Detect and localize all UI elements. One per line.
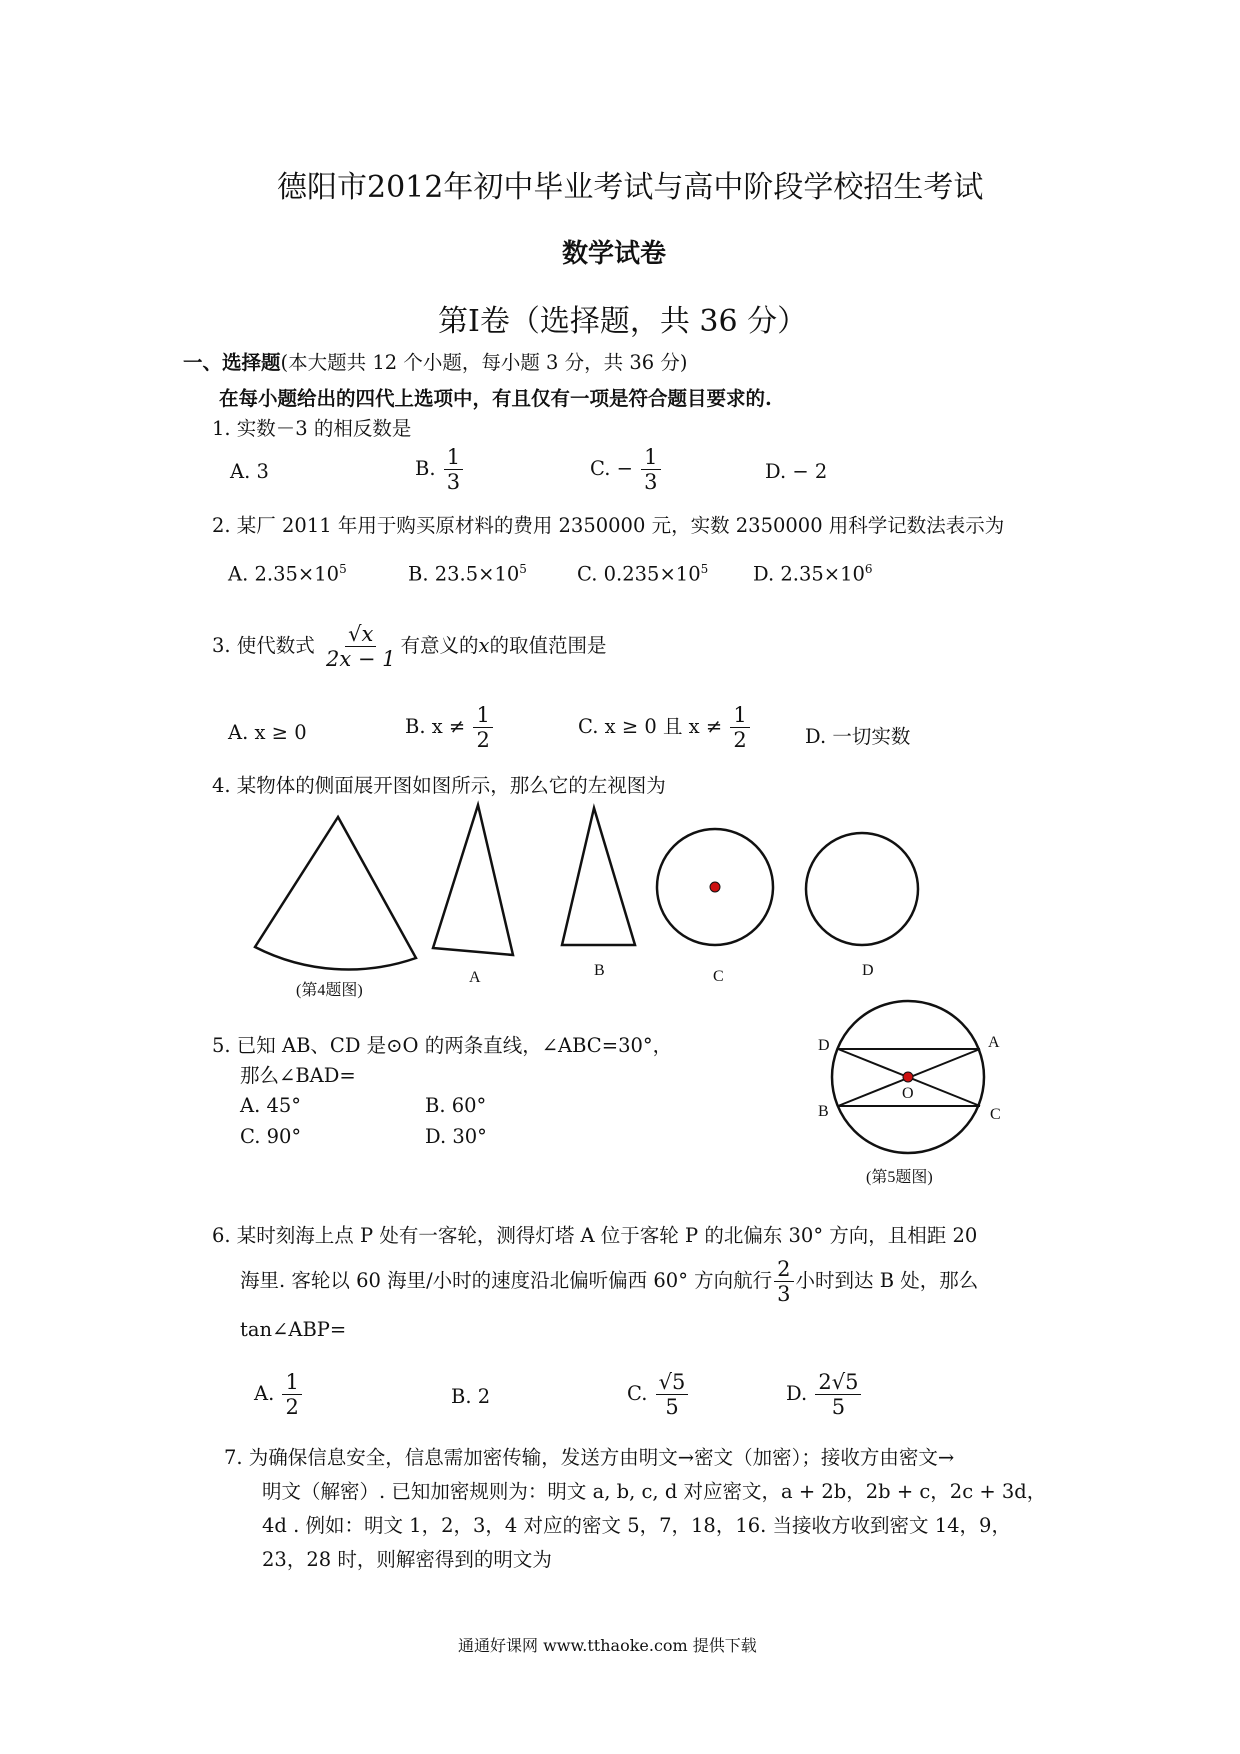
q5-option-d: D. 30° xyxy=(425,1125,487,1148)
exam-subtitle: 数学试卷 xyxy=(562,239,667,269)
q5-stem-line1: 5. 已知 AB、CD 是⊙O 的两条直线，∠ABC=30°， xyxy=(212,1034,673,1057)
q2-option-b: B. $23.5\times 10^5$ xyxy=(408,562,527,586)
section-heading-note: (本大题共 12 个小题，每小题 3 分，共 36 分) xyxy=(280,351,688,374)
q6-line2: 海里. 客轮以 60 海里/小时的速度沿北偏听偏西 60° 方向航行 $\frac{2}{3}$ 小时到达 B 处，那么 xyxy=(240,1257,979,1307)
footer-source: 通通好课网 www.tthaoke.com 提供下载 xyxy=(458,1636,757,1655)
q4-option-a-figure xyxy=(433,805,513,955)
q3-stem: 3. 使代数式 $\frac{√x}{2x - 1}$ 有意义的x的取值范围是 xyxy=(212,622,607,672)
q1-option-b-prefix: B. xyxy=(415,457,436,481)
q4-stem: 4. 某物体的侧面展开图如图所示，那么它的左视图为 xyxy=(212,774,666,797)
q3-option-b-fraction: $\frac{1}{2}$ xyxy=(473,703,492,752)
q5-stem-line2: 那么∠BAD= xyxy=(240,1064,356,1087)
q1-stem: 1. 实数－3 的相反数是 xyxy=(212,417,412,440)
q4-sector-figure xyxy=(255,817,416,969)
q6-option-b: B. 2 xyxy=(451,1385,491,1408)
q1-option-c-prefix: C. − xyxy=(590,457,633,481)
q5-option-b: B. 60° xyxy=(425,1094,487,1117)
q4-label-c: C xyxy=(713,968,724,985)
q5-point-a: A xyxy=(988,1034,1000,1051)
q6-line3: tan∠ABP= xyxy=(240,1318,347,1341)
q4-label-b: B xyxy=(594,962,605,979)
q2-option-d: D. $2.35\times 10^6$ xyxy=(753,562,873,586)
q5-point-b: B xyxy=(818,1103,829,1120)
q3-option-c-fraction: $\frac{1}{2}$ xyxy=(730,703,749,752)
q1-option-d: D. − 2 xyxy=(765,460,828,483)
q4-label-a: A xyxy=(469,969,481,986)
q1-option-b-fraction: $\frac{1}{3}$ xyxy=(444,445,463,494)
q4-figure-caption: (第4题图) xyxy=(296,982,363,999)
q2-stem: 2. 某厂 2011 年用于购买原材料的费用 2350000 元，实数 2350000 用科学记数法表示为 xyxy=(212,514,1005,537)
q7-line3: 4d . 例如：明文 1，2，3，4 对应的密文 5，7，18，16. 当接收方收到密文 14，9， xyxy=(262,1514,1011,1537)
q6-option-a-fraction: $\frac{1}{2}$ xyxy=(282,1370,301,1419)
section-heading-label: 一、选择题 xyxy=(183,351,281,374)
q6-option-c-fraction: $\frac{√5}{5}$ xyxy=(656,1370,689,1419)
q2-option-c: C. $0.235\times 10^5$ xyxy=(577,562,709,586)
q6-line1: 6. 某时刻海上点 P 处有一客轮，测得灯塔 A 位于客轮 P 的北偏东 30° 方向，且相距 20 xyxy=(212,1224,978,1247)
q3-expression: $\frac{√x}{2x - 1}$ xyxy=(326,622,396,672)
q5-option-c: C. 90° xyxy=(240,1125,302,1148)
q6-time-fraction: $\frac{2}{3}$ xyxy=(774,1257,793,1306)
q3-option-a: A. x ≥ 0 xyxy=(228,721,307,744)
q5-point-d: D xyxy=(818,1037,830,1054)
q5-center-dot xyxy=(903,1072,913,1082)
q5-option-a: A. 45° xyxy=(240,1094,302,1117)
q3-option-b: B. x ≠ $\frac{1}{2}$ xyxy=(405,703,495,752)
section-instruction: 在每小题给出的四代上选项中，有且仅有一项是符合题目要求的. xyxy=(219,387,772,410)
q5-figure xyxy=(832,1001,984,1153)
q7-line4: 23，28 时，则解密得到的明文为 xyxy=(262,1548,552,1571)
q6-option-d-fraction: $\frac{2√5}{5}$ xyxy=(815,1370,861,1419)
q5-figure-caption: (第5题图) xyxy=(866,1169,933,1186)
q2-option-a: A. $2.35\times 10^5$ xyxy=(228,562,347,586)
q7-line1: 7. 为确保信息安全，信息需加密传输，发送方由明文→密文（加密）；接收方由密文→ xyxy=(224,1446,955,1469)
q4-label-d: D xyxy=(862,962,874,979)
exam-title: 德阳市2012年初中毕业考试与高中阶段学校招生考试 xyxy=(277,170,984,205)
part-heading: 第Ⅰ卷（选择题，共 36 分） xyxy=(438,304,808,339)
q4-option-c-center-dot xyxy=(710,882,720,892)
q5-point-o: O xyxy=(902,1085,914,1102)
q1-option-c-fraction: $\frac{1}{3}$ xyxy=(641,445,660,494)
q6-option-d: D. $\frac{2√5}{5}$ xyxy=(786,1370,863,1419)
q3-option-c: C. x ≥ 0 且 x ≠ $\frac{1}{2}$ xyxy=(578,703,752,752)
q1-option-a: A. 3 xyxy=(230,460,269,483)
q6-option-a: A. $\frac{1}{2}$ xyxy=(254,1370,304,1419)
q6-option-c: C. $\frac{√5}{5}$ xyxy=(627,1370,690,1419)
q7-line2: 明文（解密）. 已知加密规则为：明文 a, b, c, d 对应密文，a + 2b，2b + c，2c + 3d， xyxy=(262,1480,1047,1503)
q4-option-d-figure xyxy=(806,833,918,945)
q4-option-b-figure xyxy=(562,808,635,945)
q5-point-c: C xyxy=(990,1106,1001,1123)
q3-option-d: D. 一切实数 xyxy=(805,725,911,748)
